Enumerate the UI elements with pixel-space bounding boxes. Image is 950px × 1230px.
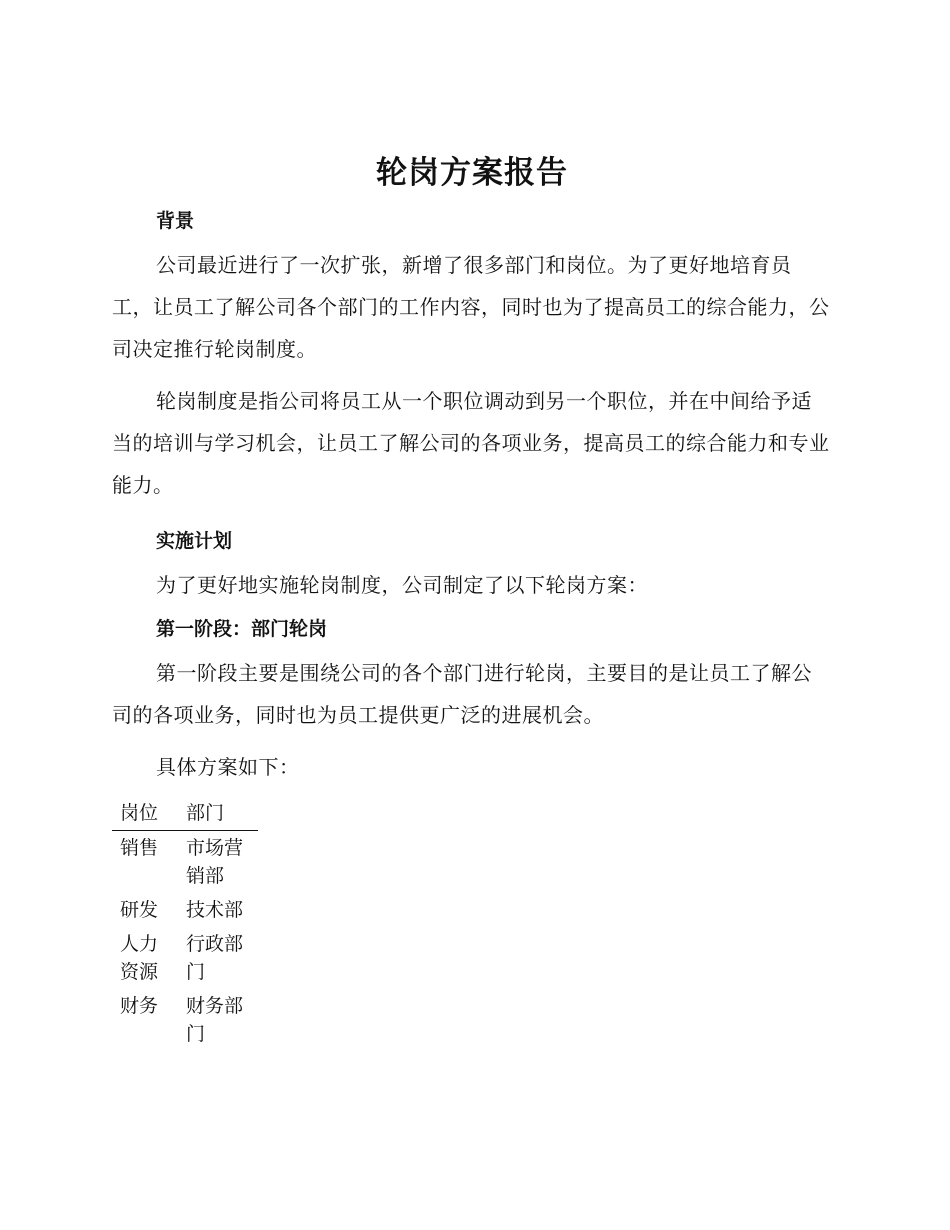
background-paragraph-2: 轮岗制度是指公司将员工从一个职位调动到另一个职位，并在中间给予适当的培训与学习机会，让员工了解公司的各项业务，提高员工的综合能力和专业能力。 [112, 389, 830, 497]
table-cell-department: 市场营销部 [186, 837, 244, 887]
table-cell-department: 技术部 [186, 899, 244, 921]
table-cell-position: 财务 [120, 995, 159, 1017]
phase1-heading: 第一阶段：部门轮岗 [156, 618, 328, 640]
table-cell-position: 销售 [120, 837, 159, 859]
table-row [112, 831, 258, 894]
document-page [112, 150, 832, 1051]
document-title: 轮岗方案报告 [376, 155, 568, 191]
table-cell-position: 研发 [120, 899, 159, 921]
table-row [112, 927, 258, 989]
phase1-detail-intro: 具体方案如下： [156, 755, 300, 779]
phase1-paragraph: 第一阶段主要是围绕公司的各个部门进行轮岗，主要目的是让员工了解公司的各项业务，同时也为员工提供更广泛的进展机会。 [112, 661, 812, 727]
table-row [112, 893, 258, 927]
table-cell-position: 人力资源 [120, 933, 159, 983]
plan-intro: 为了更好地实施轮岗制度，公司制定了以下轮岗方案： [156, 573, 648, 597]
table-row [112, 989, 258, 1051]
table-header-department: 部门 [178, 796, 258, 831]
section-heading-plan: 实施计划 [156, 530, 233, 552]
table-cell-department: 行政部门 [186, 933, 244, 983]
table-header-position: 岗位 [112, 796, 178, 831]
table-cell-department: 财务部门 [186, 995, 244, 1045]
section-heading-background: 背景 [156, 210, 195, 232]
table-header-row [112, 796, 258, 831]
rotation-table [112, 796, 258, 1051]
background-paragraph-1: 公司最近进行了一次扩张，新增了很多部门和岗位。为了更好地培育员工，让员工了解公司各个部门的工作内容，同时也为了提高员工的综合能力，公司决定推行轮岗制度。 [112, 253, 830, 361]
